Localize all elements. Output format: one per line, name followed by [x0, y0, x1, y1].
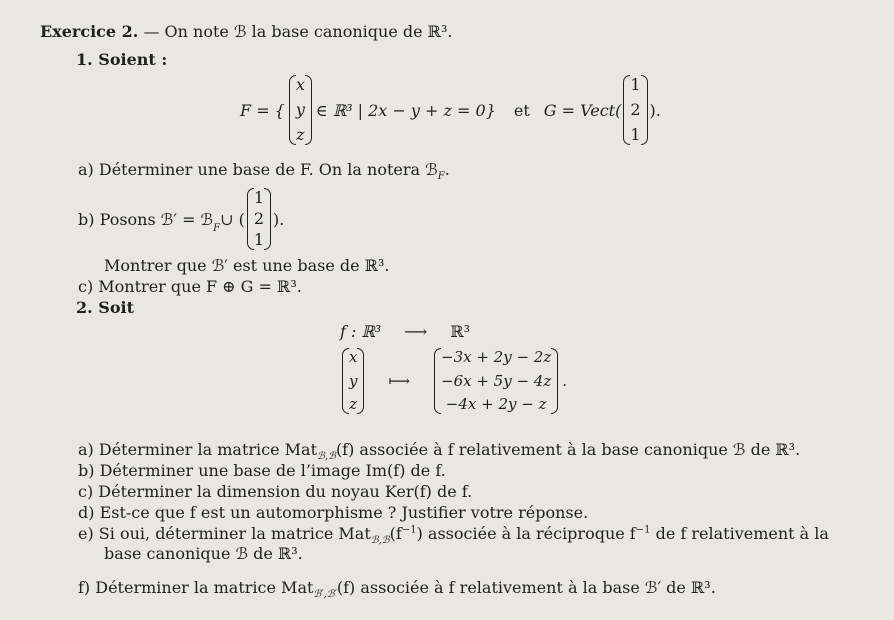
q1-item-b	[78, 186, 284, 252]
q2-e-sup: −1	[401, 524, 417, 536]
vec-entry: z	[296, 125, 305, 144]
q2-a-text: a) Déterminer la matrice Mat	[78, 440, 318, 459]
q2-e-mid: (f	[389, 524, 402, 543]
q2-e-sub: ℬ,ℬ	[370, 535, 390, 547]
exercise-intro: — On note ℬ la base canonique de ℝ³.	[138, 22, 453, 41]
G-def-start: G = Vect(	[543, 100, 622, 120]
vec-entry: y	[349, 371, 358, 390]
q1-b-end: ).	[273, 209, 285, 229]
q2-f-sub: ℬ′,ℬ′	[313, 589, 337, 601]
arrow-icon: ⟶	[404, 322, 428, 341]
q2-item-d: d) Est-ce que f est un automorphisme ? Justifier votre réponse.	[78, 503, 589, 522]
exercise-label: Exercice 2.	[40, 22, 139, 41]
et-word: et	[513, 100, 530, 120]
vec-entry: −6x + 5y − 4z	[441, 371, 552, 390]
q2-e-end2: de f relativement à la	[650, 524, 829, 543]
G-def-end: ).	[649, 100, 661, 120]
q2-e-end: ) associée à la réciproque f	[416, 524, 636, 543]
q1-b-start: b) Posons ℬ′ = ℬ	[78, 209, 214, 229]
vector-output	[434, 348, 558, 414]
vector-G	[623, 75, 647, 145]
q1-b-mid: ∪ (	[220, 209, 245, 229]
mapsto-icon: ⟼	[388, 372, 410, 390]
q2-item-a	[78, 440, 800, 462]
F-def-end: ∈ ℝ³ | 2x − y + z = 0}	[315, 100, 496, 120]
vec-entry: x	[349, 348, 358, 366]
q1-a-text: a) Déterminer une base de F. On la notera ℬ	[78, 160, 438, 179]
q2-item-c: c) Déterminer la dimension du noyau Ker(f) de f.	[78, 482, 473, 501]
vec-entry: −3x + 2y − 2z	[441, 348, 552, 366]
q2-a-sub: ℬ,ℬ	[317, 451, 336, 463]
f-domain: f : ℝ³	[340, 322, 382, 341]
q2-item-f	[78, 578, 716, 600]
q2-item-e-cont: base canonique ℬ de ℝ³.	[104, 544, 303, 563]
f-signature	[340, 322, 470, 341]
f-mapping	[342, 346, 567, 416]
q1-label: 1. Soient :	[76, 50, 168, 69]
vec-entry: 1	[630, 125, 641, 144]
q1-definitions	[240, 72, 661, 148]
q1-b-show: Montrer que ℬ′ est une base de ℝ³.	[104, 256, 390, 275]
vec-entry: x	[295, 75, 305, 94]
F-def-start: F = {	[240, 100, 285, 120]
vec-entry: 1	[253, 188, 265, 207]
q2-f-text: f) Déterminer la matrice Mat	[78, 578, 314, 597]
vec-entry: 2	[630, 100, 641, 119]
q2-e-text: e) Si oui, déterminer la matrice Mat	[78, 524, 371, 543]
vector-xyz	[289, 75, 312, 145]
vec-entry: 1	[630, 75, 641, 94]
q1-a-end: .	[444, 160, 450, 179]
q1-a-sub: F	[437, 171, 445, 183]
vec-entry: −4x + 2y − z	[445, 395, 547, 414]
vector-B	[247, 188, 271, 250]
vec-entry: y	[295, 100, 305, 119]
q2-item-b: b) Déterminer une base de l’image Im(f) de f.	[78, 461, 446, 480]
q2-e-sup2: −1	[635, 524, 651, 536]
vec-entry: 2	[253, 209, 265, 228]
q2-label: 2. Soit	[76, 298, 134, 317]
period: .	[562, 372, 568, 390]
vec-entry: z	[349, 395, 358, 414]
q1-b-sub: F	[213, 223, 221, 234]
exercise-header	[40, 22, 452, 41]
q1-item-a	[78, 160, 450, 182]
vec-entry: 1	[253, 230, 265, 249]
q2-a-end: (f) associée à f relativement à la base canonique ℬ de ℝ³.	[335, 440, 801, 459]
q2-item-e	[78, 524, 829, 546]
q2-f-end: (f) associée à f relativement à la base ℬ′ de ℝ³.	[336, 578, 716, 597]
f-codomain: ℝ³	[450, 322, 471, 341]
q1-item-c: c) Montrer que F ⊕ G = ℝ³.	[78, 277, 302, 296]
vector-input	[342, 348, 364, 414]
